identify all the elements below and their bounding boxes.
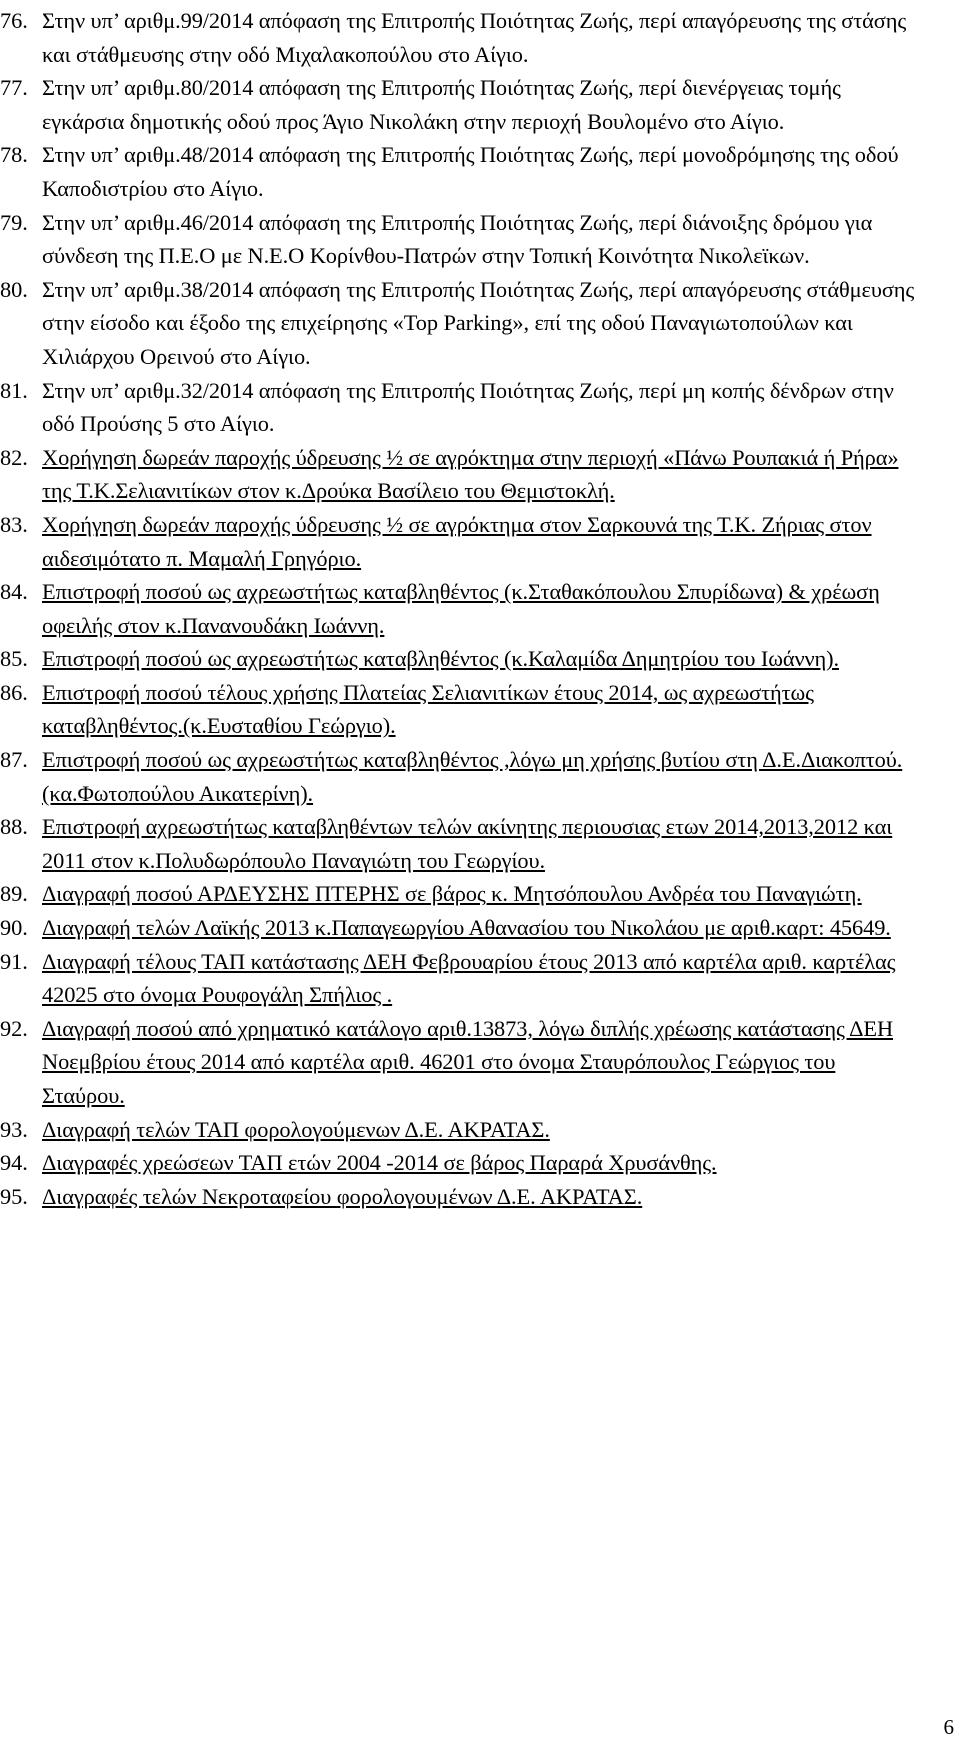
item-text: Στην υπ’ αριθμ.48/2014 απόφαση της Επιτροπής Ποιότητας Ζωής, περί μονοδρόμησης της οδού Καποδιστρίου στο Αίγιο.	[42, 142, 899, 201]
agenda-list	[0, 4, 920, 1213]
item-number: 89.	[0, 881, 28, 907]
agenda-item-86	[0, 676, 920, 743]
item-number: 94.	[0, 1150, 28, 1176]
item-text: Διαγραφές χρεώσεων ΤΑΠ ετών 2004 -2014 σε βάρος Παραρά Χρυσάνθης.	[42, 1150, 717, 1176]
agenda-item-84	[0, 575, 920, 642]
item-number: 95.	[0, 1183, 28, 1209]
agenda-item-95	[0, 1180, 920, 1214]
item-number: 85.	[0, 646, 28, 672]
item-number: 76.	[0, 8, 28, 33]
agenda-item-85	[0, 642, 920, 676]
item-number: 80.	[0, 276, 28, 302]
item-text: Επιστροφή ποσού ως αχρεωστήτως καταβληθέντος ,λόγω μη χρήσης βυτίου στη Δ.Ε.Διακοπτού.(κα.Φωτοπούλου Αικατερίνη).	[42, 747, 903, 806]
item-number: 82.	[0, 444, 28, 470]
item-text: Επιστροφή αχρεωστήτως καταβληθέντων τελών ακίνητης περιουσιας ετων 2014,2013,2012 και 2011 στον κ.Πολυδωρόπουλο Παναγιώτη του Γεωργίου.	[42, 814, 893, 873]
agenda-item-83	[0, 508, 920, 575]
item-number: 90.	[0, 915, 28, 941]
item-number: 84.	[0, 579, 28, 605]
item-text: Διαγραφή τελών ΤΑΠ φορολογούμενων Δ.Ε. ΑΚΡΑΤΑΣ.	[42, 1116, 550, 1142]
agenda-item-88	[0, 810, 920, 877]
agenda-item-92	[0, 1012, 920, 1113]
item-text: Διαγραφή ποσού από χρηματικό κατάλογο αριθ.13873, λόγω διπλής χρέωσης κατάστασης ΔΕΗ Νοεμβρίου έτους 2014 από καρτέλα αριθ. 46201 στο όνομα Σταυρόπουλος Γεώργιος του Σταύρου.	[42, 1015, 894, 1108]
item-text: Χορήγηση δωρεάν παροχής ύδρευσης ½ σε αγρόκτημα στην περιοχή «Πάνω Ρουπακιά ή Ρήρα» της Τ.Κ.Σελιανιτίκων στον κ.Δρούκα Βασίλειο του Θεμιστοκλή.	[42, 444, 899, 504]
item-text: Διαγραφή ποσού ΑΡΔΕΥΣΗΣ ΠΤΕΡΗΣ σε βάρος κ. Μητσόπουλου Ανδρέα του Παναγιώτη.	[42, 881, 862, 907]
agenda-item-93	[0, 1113, 920, 1147]
agenda-item-81	[0, 374, 920, 441]
agenda-item-87	[0, 743, 920, 810]
item-text: Στην υπ’ αριθμ.80/2014 απόφαση της Επιτροπής Ποιότητας Ζωής, περί διενέργειας τομής εγκάρσια δημοτικής οδού προς Άγιο Νικολάκη στην περιοχή Βουλομένο στο Αίγιο.	[42, 75, 841, 134]
item-text: Επιστροφή ποσού ως αχρεωστήτως καταβληθέντος (κ.Καλαμίδα Δημητρίου του Ιωάννη).	[42, 646, 839, 672]
agenda-item-76	[0, 4, 920, 71]
item-number: 78.	[0, 142, 28, 168]
item-number: 88.	[0, 814, 28, 840]
item-text: Στην υπ’ αριθμ.32/2014 απόφαση της Επιτροπής Ποιότητας Ζωής, περί μη κοπής δένδρων στην οδό Προύσης 5 στο Αίγιο.	[42, 377, 894, 437]
agenda-item-77	[0, 71, 920, 138]
agenda-item-91	[0, 945, 920, 1012]
agenda-item-80	[0, 273, 920, 374]
item-text: Στην υπ’ αριθμ.38/2014 απόφαση της Επιτροπής Ποιότητας Ζωής, περί απαγόρευσης στάθμευσης στην είσοδο και έξοδο της επιχείρησης «Top Parking», επί της οδού Παναγιωτοπούλων και Χιλιάρχου Ορεινού στο Αίγιο.	[42, 276, 915, 369]
item-number: 77.	[0, 75, 28, 101]
item-text: Διαγραφές τελών Νεκροταφείου φορολογουμένων Δ.Ε. ΑΚΡΑΤΑΣ.	[42, 1183, 643, 1209]
agenda-item-82	[0, 441, 920, 508]
page-number: 6	[943, 1715, 954, 1739]
item-text: Επιστροφή ποσού ως αχρεωστήτως καταβληθέντος (κ.Σταθακόπουλου Σπυρίδωνα) & χρέωση οφειλής στον κ.Πανανουδάκη Ιωάννη.	[42, 579, 880, 638]
agenda-item-90	[0, 911, 920, 945]
item-number: 92.	[0, 1015, 28, 1041]
item-number: 91.	[0, 948, 28, 974]
item-number: 83.	[0, 511, 28, 537]
item-text: Στην υπ’ αριθμ.46/2014 απόφαση της Επιτροπής Ποιότητας Ζωής, περί διάνοιξης δρόμου για σύνδεση της Π.Ε.Ο με Ν.Ε.Ο Κορίνθου-Πατρών στην Τοπική Κοινότητα Νικολεϊκων.	[42, 209, 873, 269]
item-text: Χορήγηση δωρεάν παροχής ύδρευσης ½ σε αγρόκτημα στον Σαρκουνά της Τ.Κ. Ζήριας στον αιδεσιμότατο π. Μαμαλή Γρηγόριο.	[42, 511, 872, 571]
item-number: 86.	[0, 679, 28, 705]
agenda-item-78	[0, 138, 920, 205]
item-text: Διαγραφή τέλους ΤΑΠ κατάστασης ΔΕΗ Φεβρουαρίου έτους 2013 από καρτέλα αριθ. καρτέλας 42025 στο όνομα Ρουφογάλη Σπήλιος .	[42, 948, 896, 1008]
agenda-item-94	[0, 1146, 920, 1180]
item-text: Στην υπ’ αριθμ.99/2014 απόφαση της Επιτροπής Ποιότητας Ζωής, περί απαγόρευσης της στάσης και στάθμευσης στην οδό Μιχαλακοπούλου στο Αίγιο.	[42, 8, 907, 67]
item-number: 87.	[0, 747, 28, 773]
item-number: 79.	[0, 209, 28, 235]
item-text: Επιστροφή ποσού τέλους χρήσης Πλατείας Σελιανιτίκων έτους 2014, ως αχρεωστήτως καταβληθέντος.(κ.Ευσταθίου Γεώργιο).	[42, 679, 814, 739]
item-text: Διαγραφή τελών Λαϊκής 2013 κ.Παπαγεωργίου Αθανασίου του Νικολάου με αριθ.καρτ: 45649.	[42, 915, 891, 941]
agenda-item-79	[0, 206, 920, 273]
item-number: 93.	[0, 1116, 28, 1142]
agenda-item-89	[0, 877, 920, 911]
item-number: 81.	[0, 377, 28, 403]
